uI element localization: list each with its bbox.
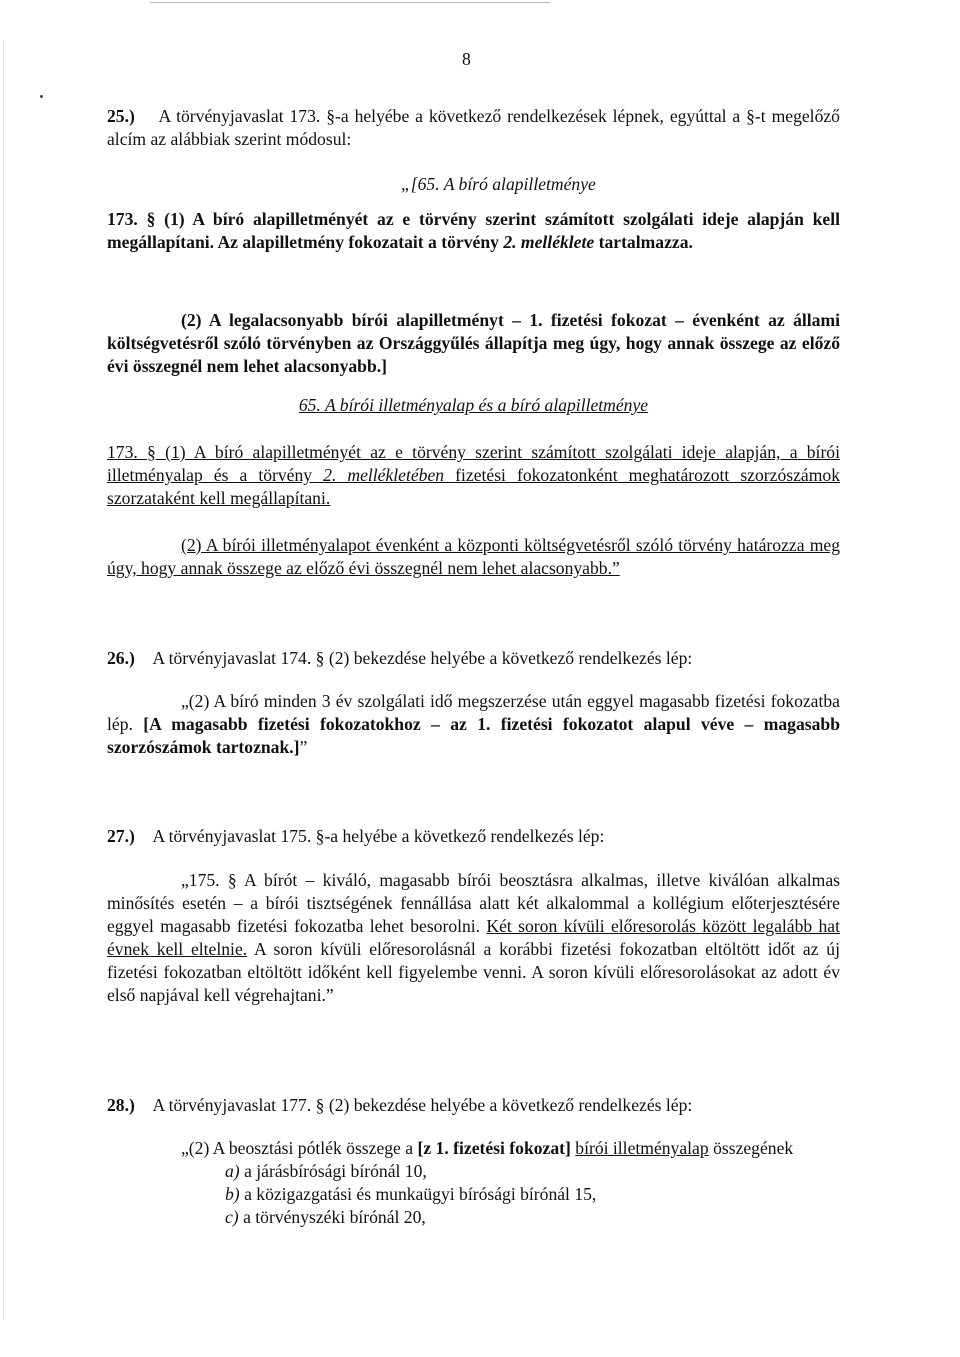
- amendment-26: [107, 647, 840, 670]
- text-part-end: összegének: [713, 1138, 794, 1158]
- amendment-25: [107, 105, 840, 151]
- inserted-text: bírói illetményalap: [575, 1138, 709, 1158]
- closing-quote: ”: [299, 737, 308, 757]
- amendment-label: 28.): [107, 1095, 135, 1115]
- list-item: [107, 1160, 840, 1183]
- amendment-intro-a: A törvényjavaslat 173.: [158, 106, 321, 126]
- text-part: „(2) A beosztási pótlék összege a: [181, 1138, 414, 1158]
- new-paragraph-1: [107, 441, 840, 510]
- deleted-paragraph-1: [107, 208, 840, 254]
- new-p1-end: fizetési fokozatonként meghatározott szorzószámok szorzataként kell megállapítani.: [107, 465, 840, 508]
- text-part: „175. § A bírót – kiváló, magasabb bírói beosztásra alkalmas, illetve kiválóan alkalmas minősítés esetén – a bírói tisztségének fennállása alatt két alkalommal a kollégium előterjesztésére eggyel magasabb fizetési fokozatba lehet besorolni.: [107, 870, 840, 936]
- deleted-text: [A magasabb fizetési fokozatokhoz – az 1. fizetési fokozatot alapul véve – magasabb szorzószámok tartoznak.]: [107, 714, 840, 757]
- amendment-intro: A törvényjavaslat 177. § (2) bekezdése helyébe a következő rendelkezés lép:: [152, 1095, 693, 1115]
- scan-line-left: [3, 40, 4, 1320]
- inserted-text: Két soron kívüli előresorolás között legalább hat évnek kell eltelnie.: [107, 916, 840, 959]
- list-text: a törvényszéki bírónál 20,: [243, 1207, 426, 1227]
- scan-speck: [40, 95, 43, 98]
- amendment-27-text: [107, 869, 840, 1007]
- new-p1-annex: 2. mellékletében: [323, 465, 445, 485]
- amendment-26-text: [107, 690, 840, 759]
- deleted-text: [z 1. fizetési fokozat]: [417, 1138, 571, 1158]
- amendment-intro: A törvényjavaslat 174. § (2) bekezdése helyébe a következő rendelkezés lép:: [152, 648, 693, 668]
- deleted-p1-text: § (1) A bíró alapilletményét az e törvény szerint számított szolgálati ideje alapján kell megállapítani. Az alapilletmény fokozatait a törvény: [107, 209, 840, 252]
- list-item: [107, 1206, 840, 1229]
- new-p1-text: 173. § (1) A bíró alapilletményét az e törvény szerint számított szolgálati ideje alapján, a bírói illetményalap és a törvény: [107, 442, 840, 485]
- list-text: a közigazgatási és munkaügyi bírósági bírónál 15,: [244, 1184, 597, 1204]
- list-item: [107, 1183, 840, 1206]
- amendment-intro: A törvényjavaslat 175. §-a helyébe a következő rendelkezés lép:: [152, 826, 605, 846]
- amendment-label: 26.): [107, 648, 135, 668]
- amendment-intro-b: §-a helyébe a következő rendelkezések lépnek, egyúttal a §-t megelőző alcím az alábbiak szerint módosul:: [107, 106, 840, 149]
- list-marker: c): [225, 1207, 239, 1227]
- amendment-28-text: [107, 1137, 840, 1229]
- deleted-p1-number: 173.: [107, 209, 138, 229]
- deleted-subtitle: „[65. A bíró alapilletménye: [401, 174, 596, 194]
- page-number: 8: [462, 49, 471, 69]
- new-p2-text: (2) A bírói illetményalapot évenként a központi költségvetésről szóló törvény határozza meg úgy, hogy annak összege az előző évi összegnél nem lehet alacsonyabb.”: [107, 535, 840, 578]
- amendment-label: 27.): [107, 826, 135, 846]
- deleted-paragraph-2: [107, 309, 840, 378]
- new-subtitle: 65. A bírói illetményalap és a bíró alapilletménye: [298, 395, 649, 415]
- scan-line-top: [150, 2, 550, 3]
- text-part: „(2) A bíró minden 3 év szolgálati idő megszerzése után eggyel magasabb fizetési fokozatba lép.: [107, 691, 840, 734]
- new-paragraph-2: [107, 534, 840, 580]
- deleted-p2-text: (2) A legalacsonyabb bírói alapilletményt – 1. fizetési fokozat – évenként az állami költségvetésről szóló törvényben az Országgyűlés állapítja meg úgy, hogy annak összege az előző évi összegnél nem lehet alacsonyabb.]: [107, 310, 840, 376]
- list-marker: b): [225, 1184, 240, 1204]
- deleted-p1-end: tartalmazza.: [598, 232, 693, 252]
- amendment-27: [107, 825, 840, 848]
- list-text: a járásbírósági bírónál 10,: [244, 1161, 427, 1181]
- amendment-28: [107, 1094, 840, 1117]
- deleted-p1-annex: 2. melléklete: [503, 232, 595, 252]
- amendment-label: 25.): [107, 106, 135, 126]
- text-part-end: A soron kívüli előresorolásnál a korábbi fizetési fokozatban eltöltött időt az új fizetési fokozatban eltöltött időként kell figyelembe venni. A soron kívüli előresorolásokat az adott év első napjával kell végrehajtani.”: [107, 939, 840, 1005]
- list-marker: a): [225, 1161, 240, 1181]
